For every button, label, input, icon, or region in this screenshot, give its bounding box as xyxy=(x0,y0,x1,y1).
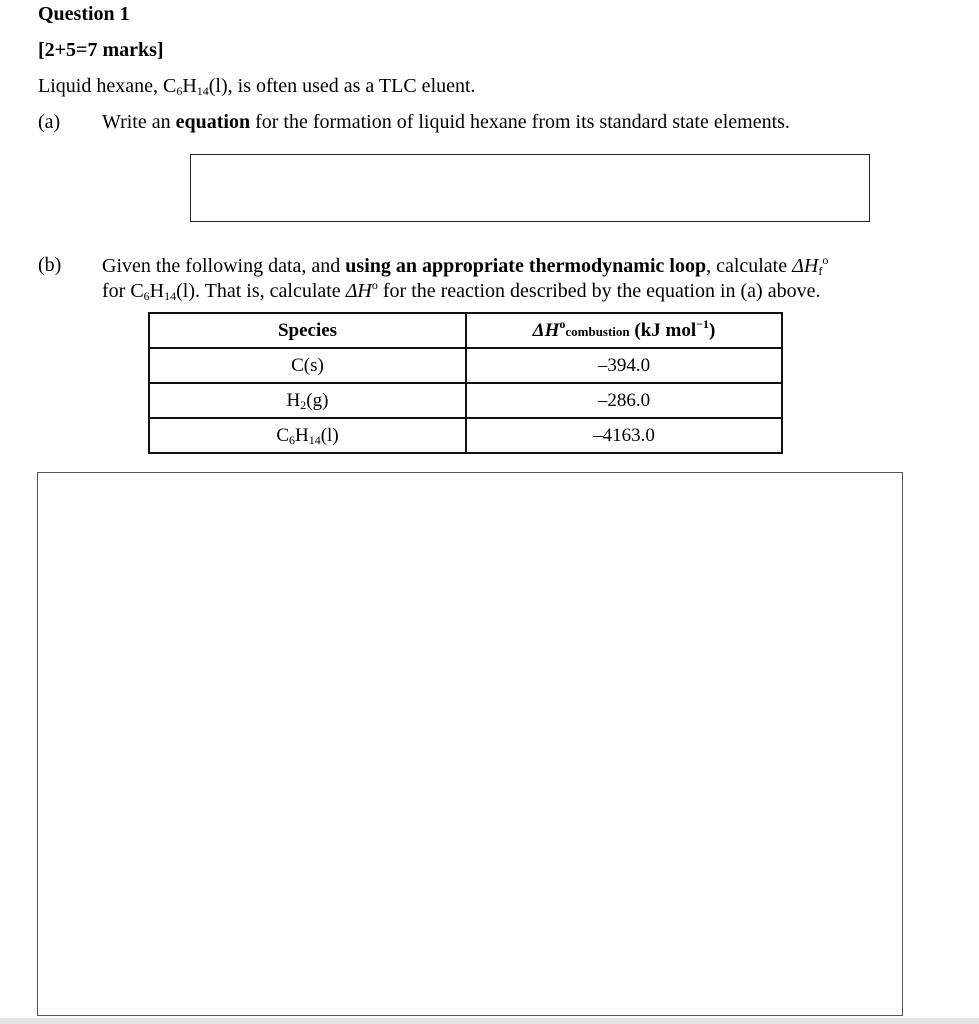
species-sub: 2 xyxy=(300,397,307,412)
table-row xyxy=(149,418,782,453)
part-b-label: (b) xyxy=(38,254,62,276)
header-close: ) xyxy=(709,319,716,341)
species-text: C(s) xyxy=(291,354,324,376)
species-cell xyxy=(149,418,466,453)
header-units: (kJ mol xyxy=(629,319,697,341)
answer-box-a[interactable] xyxy=(190,154,870,222)
intro-sub-14: 14 xyxy=(196,84,209,98)
part-b-bold: using an appropriate thermodynamic loop xyxy=(345,255,707,277)
value-cell: –4163.0 xyxy=(466,418,782,453)
value-cell: –286.0 xyxy=(466,383,782,418)
intro-prefix: Liquid hexane, C xyxy=(38,75,177,97)
intro-sub-6: 6 xyxy=(176,84,183,98)
part-b-dh-sup: o xyxy=(822,253,829,267)
species-text: (l) xyxy=(320,424,339,446)
intro-mid: H xyxy=(182,75,197,97)
species-text: (g) xyxy=(306,389,329,411)
species-cell xyxy=(149,348,466,383)
species-text: H xyxy=(295,424,309,446)
part-b-dh2-sup: o xyxy=(371,278,378,292)
part-b-dh: ΔH xyxy=(792,255,819,277)
header-units-sup: −1 xyxy=(696,316,709,331)
header-dh-sub: combustion xyxy=(565,323,630,339)
part-b-t2: , calculate xyxy=(706,255,793,277)
part-b-t4: (l). That is, calculate xyxy=(176,280,346,302)
page-bottom-strip xyxy=(0,1018,979,1024)
part-b-h-sub: 14 xyxy=(164,289,177,303)
species-sub: 6 xyxy=(289,432,295,447)
part-b-dh2: ΔH xyxy=(345,280,372,302)
part-a-text xyxy=(102,111,790,134)
species-text: C xyxy=(276,424,289,446)
species-cell xyxy=(149,383,466,418)
part-a-text-after: for the formation of liquid hexane from its standard state elements. xyxy=(250,111,790,133)
answer-box-b[interactable] xyxy=(37,472,903,1016)
part-b-t5: for the reaction described by the equation in (a) above. xyxy=(377,280,821,302)
header-dh: ΔH xyxy=(532,319,560,341)
part-a-bold: equation xyxy=(175,111,251,133)
part-b-text xyxy=(102,254,902,304)
part-b-h: H xyxy=(149,280,165,302)
part-b-t1: Given the following data, and xyxy=(102,255,346,277)
species-sub: 14 xyxy=(308,432,321,447)
question-marks: [2+5=7 marks] xyxy=(38,39,164,61)
enthalpy-table xyxy=(148,312,783,454)
header-species: Species xyxy=(149,313,466,348)
value-cell: –394.0 xyxy=(466,348,782,383)
question-title: Question 1 xyxy=(38,3,130,25)
part-b-t3: for C xyxy=(102,280,144,302)
table-row xyxy=(149,348,782,383)
part-a-label: (a) xyxy=(38,111,61,133)
species-text: H xyxy=(286,389,301,411)
part-b-dh-sub: f xyxy=(818,264,823,278)
intro-suffix: (l), is often used as a TLC eluent. xyxy=(208,75,476,97)
table-row xyxy=(149,383,782,418)
header-enthalpy xyxy=(466,313,782,348)
header-dh-sup: o xyxy=(559,316,566,331)
question-intro xyxy=(38,75,476,98)
part-b-c-sub: 6 xyxy=(143,289,150,303)
part-a-text-before: Write an xyxy=(102,111,176,133)
table-header-row xyxy=(149,313,782,348)
